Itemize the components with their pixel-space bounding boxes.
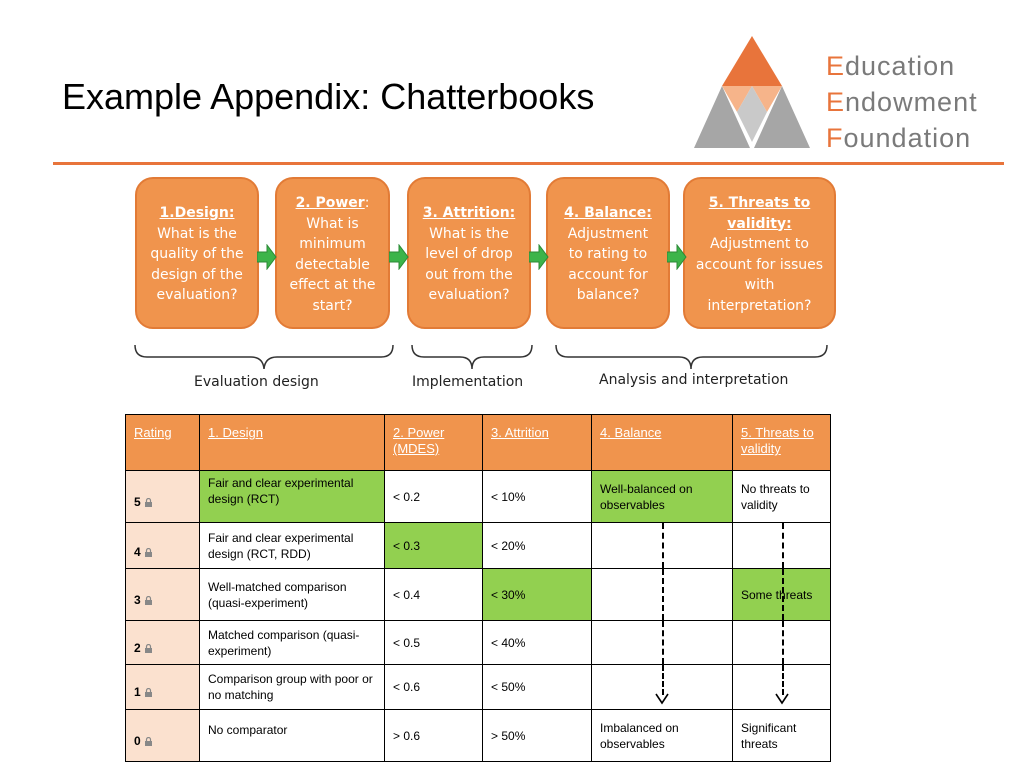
padlock-icon	[144, 498, 153, 507]
group-label-implementation: Implementation	[412, 374, 524, 390]
padlock-icon	[144, 548, 153, 557]
dashed-line	[662, 665, 664, 695]
dashed-line	[782, 523, 784, 568]
step-design: 1.Design: What is the quality of the design of the evaluation?	[135, 177, 259, 329]
padlock-icon	[144, 688, 153, 697]
header-threats: 5. Threats to validity	[733, 415, 831, 471]
balance-cell	[592, 621, 733, 665]
arrow-right-icon	[389, 244, 409, 270]
design-cell: No comparator	[200, 710, 385, 762]
dashed-line	[662, 523, 664, 568]
rating-cell: 0	[126, 710, 200, 762]
threats-cell	[733, 621, 831, 665]
power-cell: < 0.2	[385, 471, 483, 523]
brace-implementation	[410, 343, 534, 373]
power-cell: < 0.4	[385, 569, 483, 621]
arrow-down-icon	[775, 693, 789, 705]
header-attrition: 3. Attrition	[483, 415, 592, 471]
power-cell: < 0.3	[385, 523, 483, 569]
arrow-right-icon	[529, 244, 549, 270]
group-label-analysis: Analysis and interpretation	[599, 372, 789, 388]
table-row	[126, 523, 831, 569]
padlock-icon	[144, 596, 153, 605]
header-power: 2. Power (MDES)	[385, 415, 483, 471]
attrition-cell: < 30%	[483, 569, 592, 621]
attrition-cell: < 50%	[483, 665, 592, 710]
rating-cell: 5	[126, 471, 200, 523]
design-cell: Comparison group with poor or no matching	[200, 665, 385, 710]
group-label-evaluation-design: Evaluation design	[194, 374, 319, 390]
balance-cell	[592, 569, 733, 621]
step-power: 2. Power: What is minimum detectable effect at the start?	[275, 177, 390, 329]
dashed-line	[782, 621, 784, 664]
rating-cell: 3	[126, 569, 200, 621]
power-cell: > 0.6	[385, 710, 483, 762]
rating-cell: 4	[126, 523, 200, 569]
table-header-row	[126, 415, 831, 471]
header-balance: 4. Balance	[592, 415, 733, 471]
threats-cell	[733, 665, 831, 710]
dashed-line	[782, 665, 784, 695]
rating-table	[125, 414, 831, 762]
arrow-right-icon	[667, 244, 687, 270]
dashed-line	[662, 621, 664, 664]
power-cell: < 0.6	[385, 665, 483, 710]
arrow-right-icon	[257, 244, 277, 270]
table-row	[126, 665, 831, 710]
rating-cell: 1	[126, 665, 200, 710]
design-cell: Fair and clear experimental design (RCT)	[200, 471, 385, 523]
balance-cell	[592, 523, 733, 569]
attrition-cell: < 20%	[483, 523, 592, 569]
padlock-icon	[144, 644, 153, 653]
dashed-line	[782, 569, 784, 620]
balance-cell: Well-balanced on observables	[592, 471, 733, 523]
arrow-down-icon	[655, 693, 669, 705]
header-design: 1. Design	[200, 415, 385, 471]
power-cell: < 0.5	[385, 621, 483, 665]
brace-evaluation-design	[133, 343, 395, 373]
balance-cell	[592, 665, 733, 710]
threats-cell: Significant threats	[733, 710, 831, 762]
table-row	[126, 621, 831, 665]
padlock-icon	[144, 737, 153, 746]
table-row	[126, 710, 831, 762]
attrition-cell: > 50%	[483, 710, 592, 762]
threats-cell	[733, 523, 831, 569]
balance-cell: Imbalanced on observables	[592, 710, 733, 762]
slide-title: Example Appendix: Chatterbooks	[62, 76, 595, 117]
table-row	[126, 471, 831, 523]
header-rating: Rating	[126, 415, 200, 471]
dashed-line	[662, 569, 664, 620]
step-balance: 4. Balance: Adjustment to rating to account for balance?	[546, 177, 670, 329]
step-attrition: 3. Attrition: What is the level of drop out from the evaluation?	[407, 177, 531, 329]
eef-logo-text: Education Endowment Foundation	[826, 51, 978, 153]
step-threats: 5. Threats to validity: Adjustment to account for issues with interpretation?	[683, 177, 836, 329]
threats-cell: Some threats	[733, 569, 831, 621]
design-cell: Fair and clear experimental design (RCT, RDD)	[200, 523, 385, 569]
table-row	[126, 569, 831, 621]
rating-cell: 2	[126, 621, 200, 665]
attrition-cell: < 10%	[483, 471, 592, 523]
brace-analysis	[554, 343, 829, 373]
threats-cell: No threats to validity	[733, 471, 831, 523]
attrition-cell: < 40%	[483, 621, 592, 665]
design-cell: Well-matched comparison (quasi-experiment)	[200, 569, 385, 621]
title-divider	[53, 162, 1004, 165]
design-cell: Matched comparison (quasi-experiment)	[200, 621, 385, 665]
